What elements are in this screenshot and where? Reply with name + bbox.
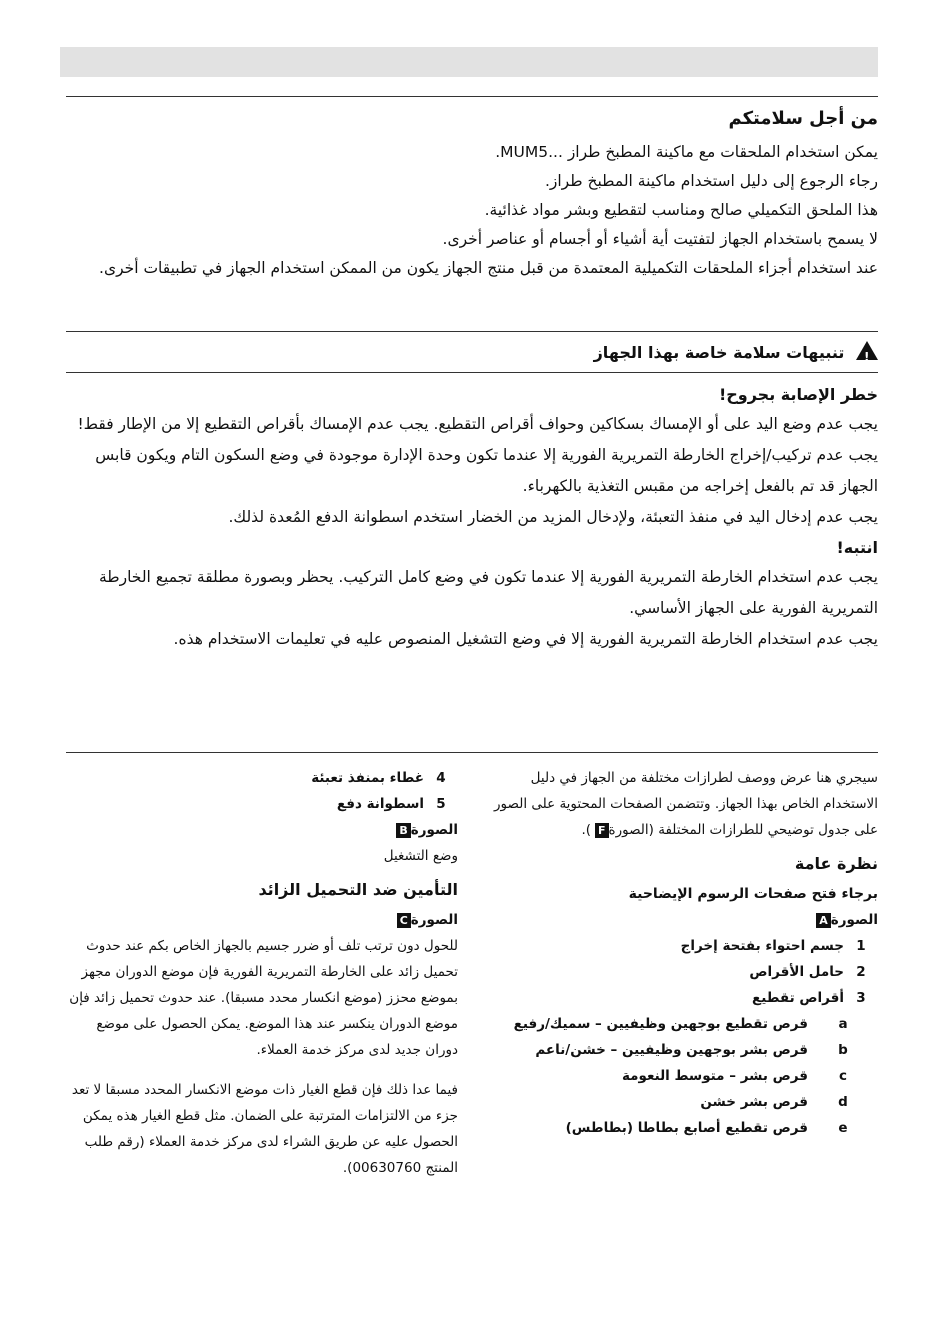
list-item: 1 جسم احتواء بفتحة إخراج [680,938,866,954]
warnings-section [66,380,878,655]
injury-heading: خطر الإصابة بجروح! [718,385,878,404]
figure-c-label: الصورةC [66,907,458,933]
breakpoint-text: فيما عدا ذلك فإن قطع الغيار ذات موضع الانكسار المحدد مسبقا لا تعد جزء من الالتزامات المترتبة على الضمان. مثل قطع الغيار هذه يمكن الحصول عليه عن طريق الشراء لدى مركز خدمة العملاء (رقم طلب المنتج 00630760). [71,1082,458,1176]
figure-b-label: الصورةB [66,817,458,843]
safety-paragraph: رجاء الرجوع إلى دليل استخدام ماكينة المطبخ طراز. [544,172,878,190]
safety-section [66,106,878,283]
figure-f-badge: F [595,823,609,838]
warning-triangle-icon: ! [856,341,878,360]
intro-text: سيجري هنا عرض ووصف لطرازات مختلفة من الجهاز في دليل الاستخدام الخاص بهذا الجهاز. وتتضمن الصفحات المحتوية على الصور على جدول توضيحي للطرازات المختلفة (الصورةF). [494,770,878,838]
sub-list-item: e قرص تقطيع أصابع بطاطا (بطاطس) [565,1120,848,1136]
divider [66,331,878,332]
left-column [66,765,458,1181]
figure-b-badge: B [396,823,410,838]
figure-c-badge: C [397,913,411,928]
caution-heading: انتبه! [836,538,878,557]
caution-paragraph: يجب عدم استخدام الخارطة التمريرية الفورية إلا في وضع التشغيل المنصوص عليه في تعليمات الاستخدام هذه. [173,630,878,648]
fold-note: برجاء فتح صفحات الرسوم الإيضاحية [628,886,878,902]
list-item: 5 اسطوانة دفع [336,796,446,812]
right-column [486,765,878,1141]
injury-paragraph: يجب عدم تركيب/إخراج الخارطة التمريرية الفورية إلا عندما تكون وحدة الإدارة موجودة في وضع السكون التام ويكون قابس الجهاز قد تم بالفعل إخراجه من مقبس التغذية بالكهرباء. [95,446,878,495]
list-item: 4 غطاء بمنفذ تعبئة [311,770,446,786]
sub-list-item: d قرص بشر خشن [700,1094,848,1110]
warning-title: تنبيهات سلامة خاصة بهذا الجهاز [593,343,845,362]
list-item: 2 حامل الأقراص [749,964,866,980]
sub-list-item: b قرص بشر بوجهين وظيفيين – خشن/ناعم [535,1042,848,1058]
injury-paragraph: يجب عدم وضع اليد على أو الإمساك بسكاكين وحواف أقراص التقطيع. يجب عدم الإمساك بأقراص التقطيع إلا من الإطار فقط! [77,415,878,433]
insurance-text: للحول دون ترتب تلف أو ضرر جسيم بالجهاز الخاص بكم عند حدوث تحميل زائد على الخارطة التمريرية الفورية فإن موضع الدوران مجهز بموضع محزز (موضع انكسار محدد مسبقا). عند حدوث تحميل زائد فإن موضع الدوران ينكسر عند هذا الموضع. يمكن الحصول على موضع دوران جديد لدى مركز خدمة العملاء. [69,938,458,1058]
divider [66,752,878,753]
sub-list-item: c قرص بشر – متوسط النعومة [621,1068,847,1084]
sub-list-item: a قرص تقطيع بوجهين وظيفيين – سميك/رفيع [513,1016,848,1032]
warning-title-row [66,340,878,366]
insurance-heading: التأمين ضد التحميل الزائد [258,880,458,899]
figure-a-label: الصورةA [486,907,878,933]
figure-b-caption: وضع التشغيل [383,848,458,864]
figure-a-badge: A [816,913,831,928]
safety-paragraph: هذا الملحق التكميلي صالح ومناسب لتقطيع وبشر مواد غذائية. [484,201,878,219]
safety-paragraph: يمكن استخدام الملحقات مع ماكينة المطبخ طراز ...MUM5. [495,143,878,161]
list-item: 3 أقراص تقطيع [751,990,866,1006]
divider [66,372,878,373]
caution-paragraph: يجب عدم استخدام الخارطة التمريرية الفورية إلا عندما تكون في وضع كامل التركيب. يحظر وبصورة مطلقة تجميع الخارطة التمريرية الفورية على الجهاز الأساسي. [98,568,878,617]
safety-heading: من أجل سلامتكم [728,108,878,129]
divider [66,96,878,97]
header-bar [60,47,878,77]
safety-paragraph: عند استخدام أجزاء الملحقات التكميلية المعتمدة من قبل منتج الجهاز يكون من الممكن استخدام الجهاز في تطبيقات أخرى. [99,259,878,277]
overview-heading: نظرة عامة [794,854,878,873]
injury-paragraph: يجب عدم إدخال اليد في منفذ التعبئة، ولإدخال المزيد من الخضار استخدم اسطوانة الدفع المُعدة لذلك. [228,508,878,526]
safety-paragraph: لا يسمح باستخدام الجهاز لتفتيت أية أشياء أو أجسام أو عناصر أخرى. [442,230,878,248]
